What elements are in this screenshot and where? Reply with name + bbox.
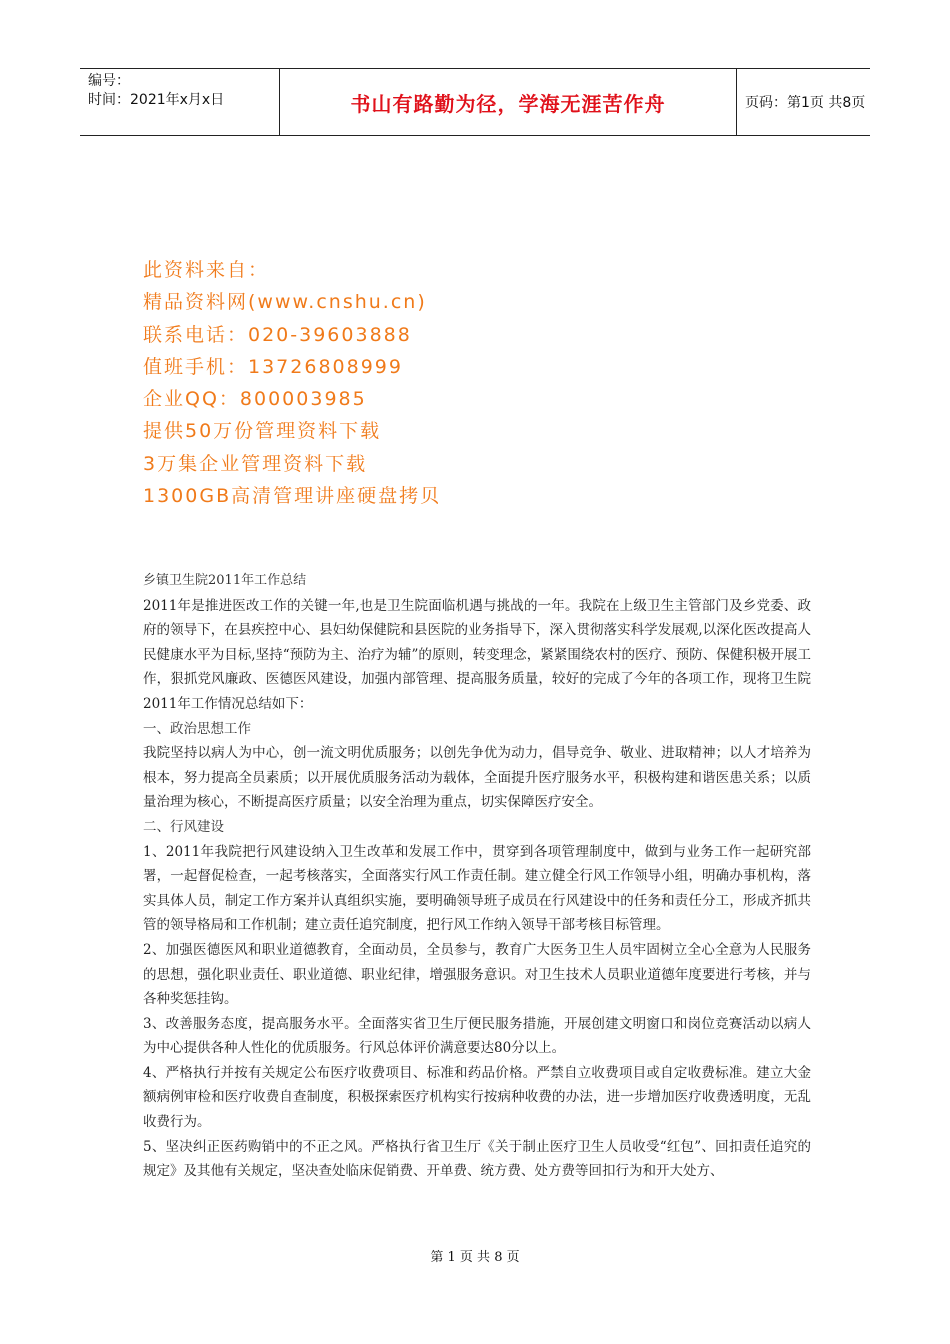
promo-line: 企业QQ：800003985	[143, 388, 367, 411]
list-item: 3、改善服务态度，提高服务水平。全面落实省卫生厅便民服务措施，开展创建文明窗口和岗位竞赛活动以病人为中心提供各种人性化的优质服务。行风总体评价满意要达80分以上。	[143, 1015, 811, 1057]
header-page-code: 页码：第1页 共8页	[745, 95, 866, 111]
promo-block	[143, 254, 441, 512]
list-item: 2、加强医德医风和职业道德教育，全面动员，全员参与，教育广大医务卫生人员牢固树立全心全意为人民服务的思想，强化职业责任、职业道德、职业纪律，增强服务意识。对卫生技术人员职业道德年度要进行考核，并与各种奖惩挂钩。	[143, 941, 811, 1008]
promo-line: 3万集企业管理资料下载	[143, 452, 368, 475]
promo-line: 联系电话：020-39603888	[143, 323, 412, 346]
list-item: 5、坚决纠正医药购销中的不正之风。严格执行省卫生厅《关于制止医疗卫生人员收受“红包”、回扣责任追究的规定》及其他有关规定，坚决查处临床促销费、开单费、统方费、处方费等回扣行为和开大处方、	[143, 1138, 811, 1180]
promo-line: 精品资料网(www.cnshu.cn)	[143, 291, 427, 314]
list-item: 1、2011年我院把行风建设纳入卫生改革和发展工作中，贯穿到各项管理制度中，做到与业务工作一起研究部署，一起督促检查，一起考核落实，全面落实行风工作责任制。建立健全行风工作领导小组，明确办事机构，落实具体人员，制定工作方案并认真组织实施，要明确领导班子成员在行风建设中的任务和责任分工，形成齐抓共管的领导格局和工作机制；建立责任追究制度，把行风工作纳入领导干部考核目标管理。	[143, 843, 811, 934]
document-header	[80, 68, 870, 136]
number-label: 编号：	[88, 73, 130, 89]
time-label: 时间：2021年x月x日	[88, 92, 225, 108]
list-item: 4、严格执行并按有关规定公布医疗收费项目、标准和药品价格。严禁自立收费项目或自定收费标准。建立大金额病例审检和医疗收费自查制度，积极探索医疗机构实行按病种收费的办法，进一步增加医疗收费透明度，无乱收费行为。	[143, 1064, 811, 1131]
page-footer: 第 1 页 共 8 页	[430, 1250, 520, 1265]
section-heading: 二、行风建设	[143, 818, 224, 835]
header-meta	[80, 69, 280, 135]
document-title: 乡镇卫生院2011年工作总结	[143, 573, 307, 588]
promo-line: 1300GB高清管理讲座硬盘拷贝	[143, 485, 442, 508]
promo-line: 此资料来自：	[143, 259, 270, 281]
promo-line: 提供50万份管理资料下载	[143, 420, 382, 443]
promo-line: 值班手机：13726808999	[143, 355, 403, 378]
section-heading: 一、政治思想工作	[143, 720, 251, 737]
section-paragraph: 我院坚持以病人为中心，创一流文明优质服务；以创先争优为动力，倡导竞争、敬业、进取精神；以人才培养为根本，努力提高全员素质；以开展优质服务活动为载体，全面提升医疗服务水平，积极构建和谐医患关系；以质量治理为核心，不断提高医疗质量；以安全治理为重点，切实保障医疗安全。	[143, 745, 811, 811]
document-body	[143, 569, 811, 1184]
intro-paragraph: 2011年是推进医改工作的关键一年,也是卫生院面临机遇与挑战的一年。我院在上级卫生主管部门及乡党委、政府的领导下，在县疾控中心、县妇幼保健院和县医院的业务指导下，深入贯彻落实科学发展观,以深化医改提高人民健康水平为目标,坚持“预防为主、治疗为辅”的原则，转变理念，紧紧围绕农村的医疗、预防、保健积极开展工作，狠抓党风廉政、医德医风建设，加强内部管理、提高服务质量，较好的完成了今年的各项工作，现将卫生院2011年工作情况总结如下：	[143, 597, 811, 712]
header-motto: 书山有路勤为径，学海无涯苦作舟	[280, 69, 737, 135]
